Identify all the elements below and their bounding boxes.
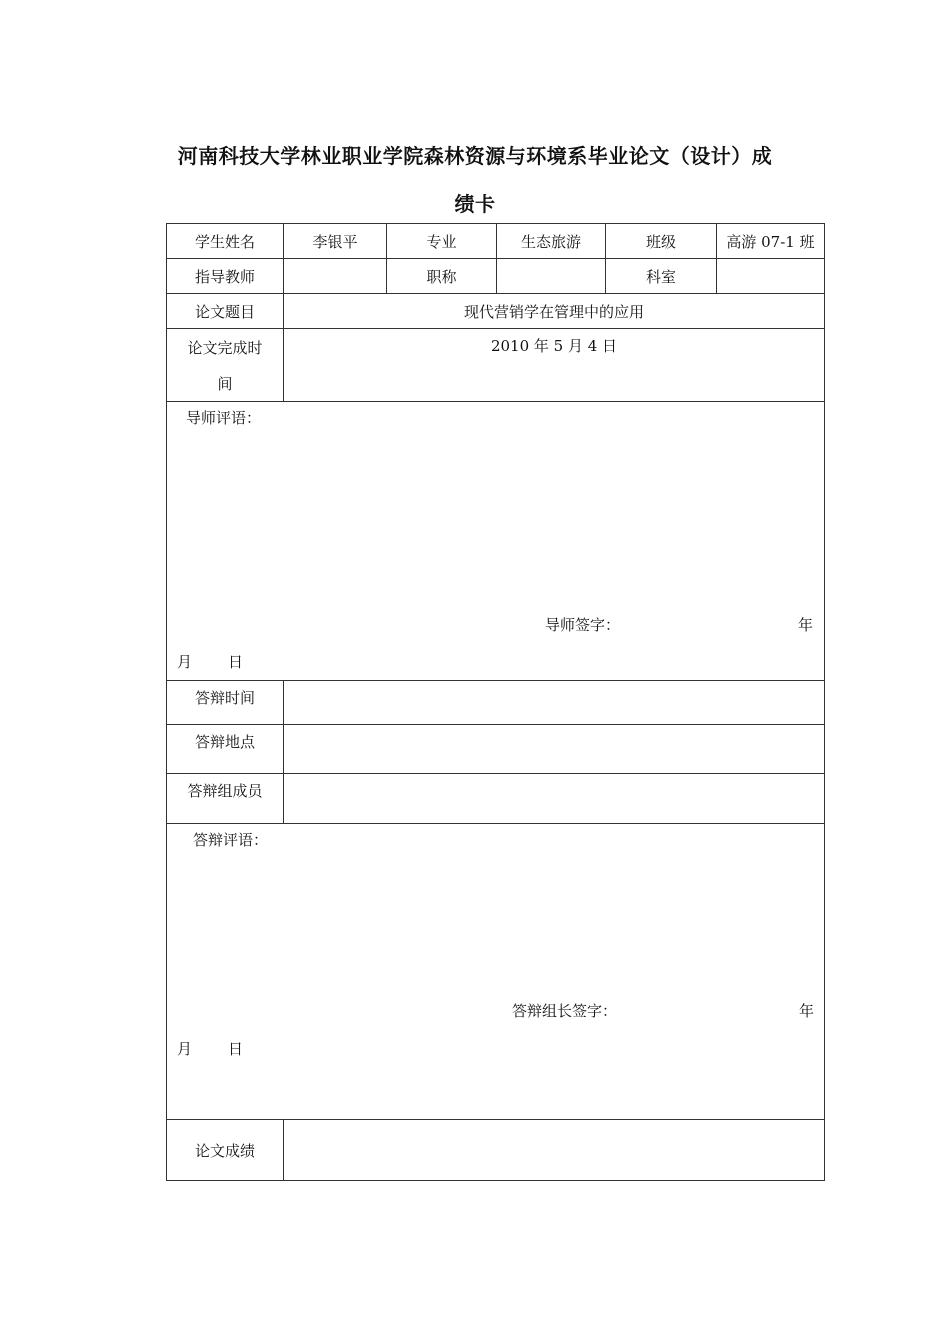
defense-sign-label: 答辩组长签字： [512, 1002, 618, 1020]
defense-time-label: 答辩时间 [167, 681, 284, 725]
completion-label [167, 329, 284, 402]
title-value[interactable] [497, 259, 606, 294]
defense-comment-label: 答辩评语： [193, 831, 269, 849]
class-value[interactable]: 高游 07-1 班 [717, 224, 825, 259]
advisor-day-label: 日 [228, 653, 244, 671]
defense-place-label: 答辩地点 [167, 725, 284, 774]
advisor-sign-label: 导师签字： [545, 616, 621, 634]
advisor-value[interactable] [284, 259, 387, 294]
title-label: 职称 [387, 259, 497, 294]
advisor-comment-row [167, 402, 825, 681]
defense-members-value[interactable] [284, 774, 825, 824]
advisor-year-label: 年 [798, 616, 814, 634]
form-title-line2: 绩卡 [454, 192, 496, 216]
student-name-value[interactable]: 李银平 [284, 224, 387, 259]
form-title-line1: 河南科技大学林业职业学院森林资源与环境系毕业论文（设计）成 [177, 144, 773, 168]
defense-time-row [167, 681, 825, 725]
topic-row [167, 294, 825, 329]
dept-value[interactable] [717, 259, 825, 294]
grade-card-table [166, 223, 825, 1181]
defense-year-label: 年 [799, 1002, 815, 1020]
advisor-label: 指导教师 [167, 259, 284, 294]
defense-date-line [177, 1038, 243, 1059]
completion-row [167, 329, 825, 402]
class-label: 班级 [606, 224, 717, 259]
major-label: 专业 [387, 224, 497, 259]
advisor-info-row [167, 259, 825, 294]
completion-value[interactable]: 2010 年 5 月 4 日 [284, 329, 825, 402]
completion-label-line1: 论文完成时 [187, 339, 263, 357]
grade-row [167, 1120, 825, 1181]
defense-place-row [167, 725, 825, 774]
student-info-row [167, 224, 825, 259]
advisor-month-label: 月 [177, 653, 193, 671]
major-value[interactable]: 生态旅游 [497, 224, 606, 259]
advisor-comment-area[interactable] [167, 402, 825, 681]
defense-time-value[interactable] [284, 681, 825, 725]
defense-day-label: 日 [228, 1040, 244, 1058]
defense-comment-row [167, 824, 825, 1120]
defense-members-label: 答辩组成员 [167, 774, 284, 824]
defense-place-value[interactable] [284, 725, 825, 774]
grade-label: 论文成绩 [167, 1120, 284, 1181]
completion-label-line2: 间 [217, 375, 233, 393]
defense-comment-area[interactable] [167, 824, 825, 1120]
advisor-comment-label: 导师评语： [186, 409, 262, 427]
defense-members-row [167, 774, 825, 824]
student-name-label: 学生姓名 [167, 224, 284, 259]
grade-value[interactable] [284, 1120, 825, 1181]
topic-label: 论文题目 [167, 294, 284, 329]
defense-month-label: 月 [177, 1040, 193, 1058]
dept-label: 科室 [606, 259, 717, 294]
advisor-date-line [177, 651, 243, 672]
topic-value[interactable]: 现代营销学在管理中的应用 [284, 294, 825, 329]
